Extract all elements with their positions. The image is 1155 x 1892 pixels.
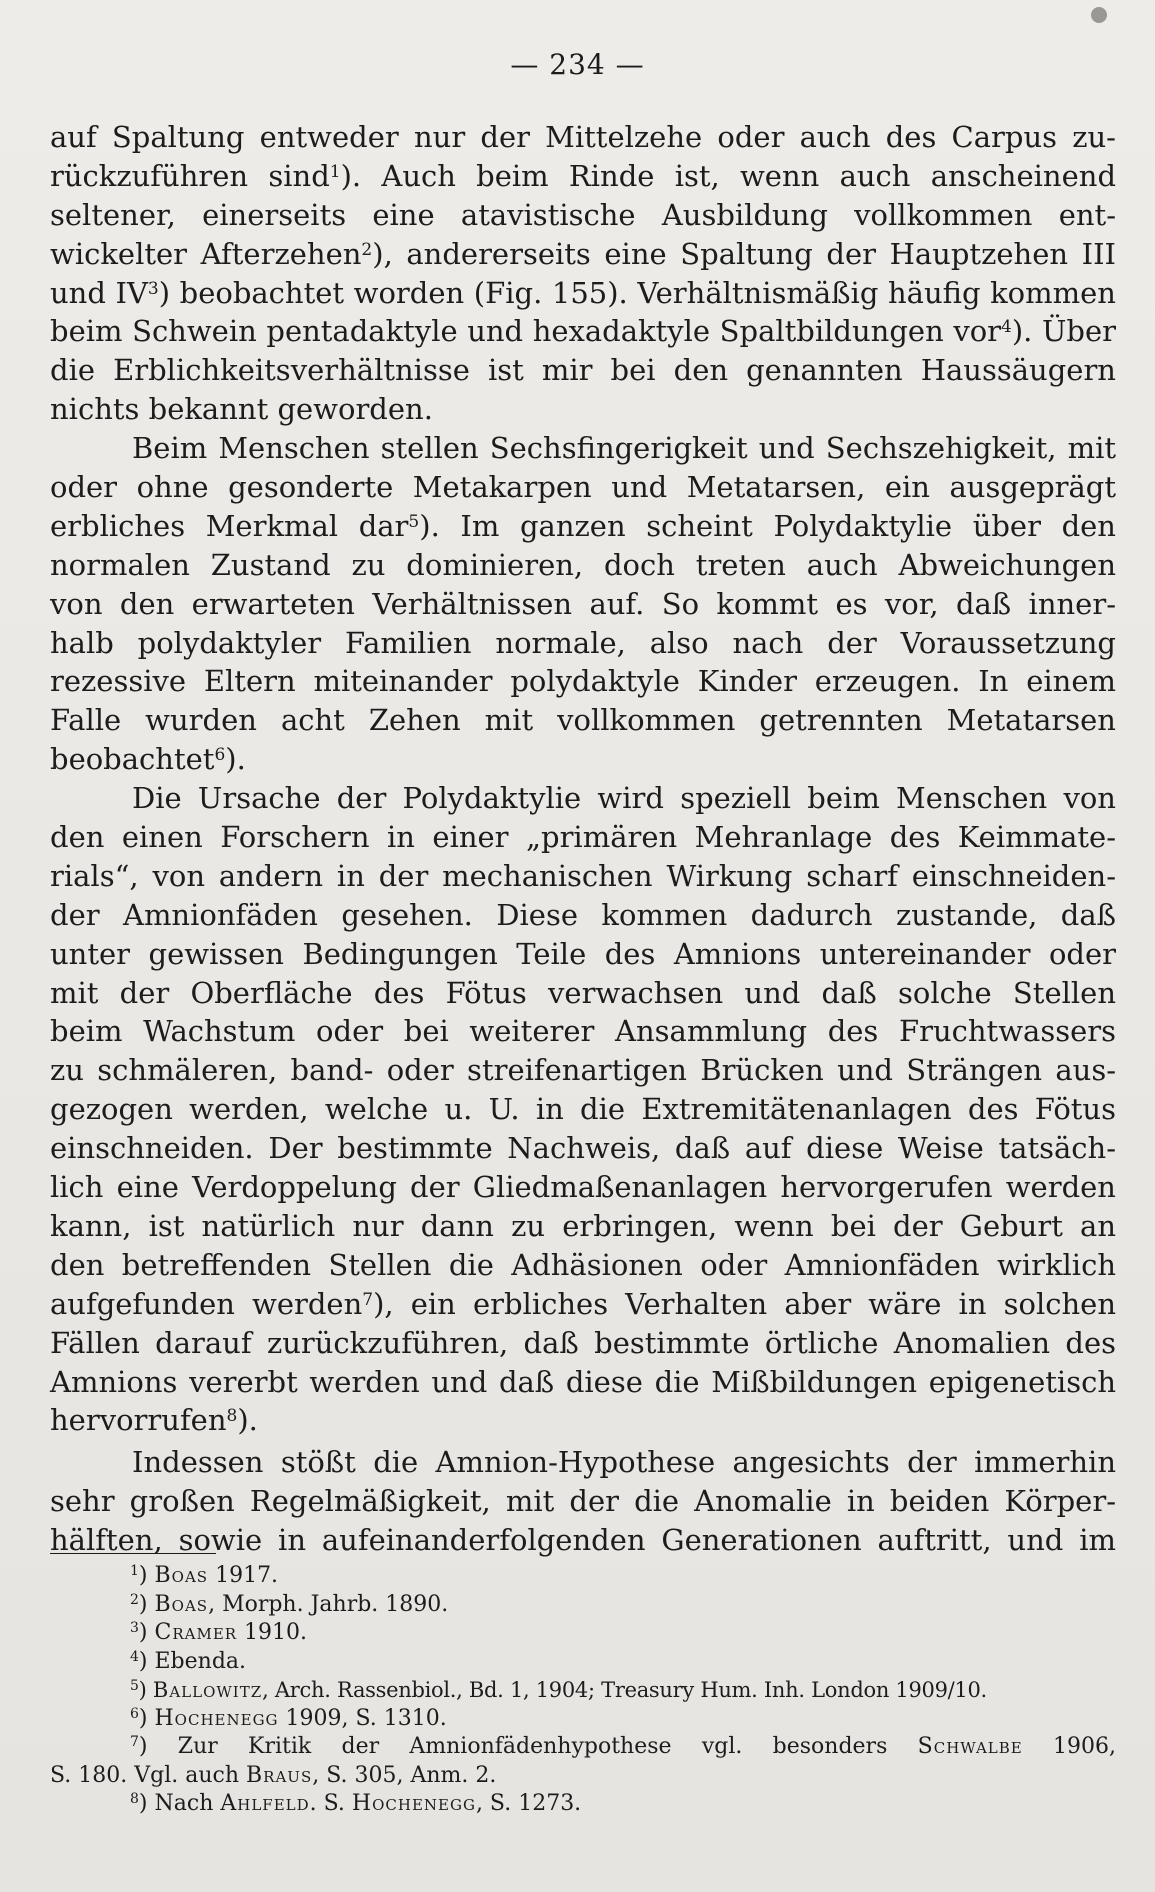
text-line: und $IV^3$) beobachtet worden (Fig. 155). Verhältnismäßig häufig kommen (50, 275, 1116, 310)
text-line: lich eine Verdoppelung der Gliedmaßenanlagen hervorgerufen werden (50, 1170, 1116, 1205)
footnote-ref: 2 (361, 239, 373, 260)
footnote: $^6$) Hochenegg 1909, S. 1310. (130, 1705, 447, 1731)
text-line: halb polydaktyler Familien normale, also nach der Voraussetzung (50, 625, 1116, 660)
text-line: einschneiden. Der bestimmte Nachweis, daß auf diese Weise tatsäch- (50, 1131, 1116, 1166)
footnote-ref: 3 (147, 278, 159, 299)
text-line: rials“, von andern in der mechanischen Wirkung scharf einschneiden- (50, 858, 1116, 893)
footnote-ref: 4 (1001, 317, 1012, 338)
ink-spot (1091, 7, 1107, 23)
text-line: rezessive Eltern miteinander polydaktyle Kinder erzeugen. In einem (50, 664, 1116, 699)
text-line: unter gewissen Bedingungen Teile des Amnions untereinander oder (50, 936, 1116, 971)
text-line: die Erblichkeitsverhältnisse ist mir bei den genannten Haussäugern (50, 353, 1116, 388)
footnote: $^3$) Cramer 1910. (130, 1620, 308, 1645)
text-line: Indessen stößt die Amnion-Hypothese angesichts der immerhin (132, 1445, 1116, 1480)
footnote: $^7$) Zur Kritik der Amnionfädenhypothese vgl. besonders Schwalbe 1906, (130, 1734, 1116, 1759)
text-line: den betreffenden Stellen die Adhäsionen oder Amnionfäden wirklich (50, 1247, 1116, 1282)
text-line: kann, ist natürlich nur dann zu erbringen, wenn bei der Geburt an (50, 1208, 1116, 1243)
footnote-continuation: S. 180. Vgl. auch Braus, S. 305, Anm. 2. (50, 1762, 497, 1788)
text-line: beobachtet$^6$). (50, 742, 246, 777)
footnote: $^1$) Boas 1917. (130, 1563, 279, 1588)
text-line: Falle wurden acht Zehen mit vollkommen getrennten Metatarsen (50, 703, 1116, 738)
footnote: $^8$) Nach Ahlfeld. S. Hochenegg, S. 1273. (130, 1791, 582, 1816)
footnote-ref: 8 (226, 1406, 238, 1427)
page-number-header: — 234 — (510, 48, 645, 81)
footnote-ref: 1 (329, 161, 341, 182)
text-line: hälften, sowie in aufeinanderfolgenden Generationen auftritt, und im (50, 1523, 1116, 1558)
text-line: Die Ursache der Polydaktylie wird speziell beim Menschen von (132, 781, 1116, 816)
body-text (50, 118, 1116, 1560)
footnote-ref: 6 (214, 745, 226, 766)
text-line: der Amnionfäden gesehen. Diese kommen dadurch zustande, daß (50, 897, 1116, 932)
footnotes (50, 1562, 1116, 1819)
text-line: sehr großen Regelmäßigkeit, mit der die Anomalie in beiden Körper- (50, 1484, 1116, 1519)
text-line: mit der Oberfläche des Fötus verwachsen und daß solche Stellen (50, 975, 1116, 1010)
text-line: erbliches Merkmal dar$^5$). Im ganzen scheint Polydaktylie über den (50, 508, 1116, 543)
text-line: Fällen darauf zurückzuführen, daß bestimmte örtliche Anomalien des (50, 1325, 1116, 1360)
footnote-divider (50, 1553, 216, 1554)
footnote: $^5$) Ballowitz, Arch. Rassenbiol., Bd. 1, 1904; Treasury Hum. Inh. London 1909/10. (130, 1678, 987, 1702)
text-line: gezogen werden, welche u. U. in die Extremitätenanlagen des Fötus (50, 1092, 1116, 1127)
text-line: rückzuführen sind$^1$). Auch beim Rinde ist, wenn auch anscheinend (50, 158, 1117, 193)
text-line: beim Wachstum oder bei weiterer Ansammlung des Fruchtwassers (50, 1014, 1116, 1049)
text-line: beim Schwein pentadaktyle und hexadaktyle Spaltbildungen vor$^4$). Über (50, 314, 1116, 349)
text-line: den einen Forschern in einer „primären Mehranlage des Keimmate- (50, 820, 1116, 855)
text-line: aufgefunden werden$^7$), ein erbliches Verhalten aber wäre in solchen (50, 1286, 1116, 1321)
text-line: Amnions vererbt werden und daß diese die Mißbildungen epigenetisch (50, 1364, 1116, 1399)
text-line: Beim Menschen stellen Sechsfingerigkeit und Sechszehigkeit, mit (132, 431, 1116, 466)
footnote-ref: 7 (362, 1289, 374, 1310)
text-line: oder ohne gesonderte Metakarpen und Metatarsen, ein ausgeprägt (50, 470, 1116, 505)
text-line: seltener, einerseits eine atavistische Ausbildung vollkommen ent- (50, 197, 1116, 232)
text-line: hervorrufen$^8$). (50, 1403, 258, 1438)
text-line: nichts bekannt geworden. (50, 392, 433, 427)
footnote-ref: 5 (408, 511, 420, 532)
text-line: zu schmäleren, band- oder streifenartigen Brücken und Strängen aus- (50, 1053, 1116, 1088)
text-line: wickelter Afterzehen$^2$), andererseits eine Spaltung der Hauptzehen III (50, 236, 1116, 271)
footnote: $^4$) Ebenda. (130, 1648, 247, 1674)
text-line: von den erwarteten Verhältnissen auf. So kommt es vor, daß inner- (50, 586, 1116, 621)
text-line: auf Spaltung entweder nur der Mittelzehe oder auch des Carpus zu- (50, 120, 1116, 154)
footnote: $^2$) Boas, Morph. Jahrb. 1890. (130, 1591, 449, 1617)
text-line: normalen Zustand zu dominieren, doch treten auch Abweichungen (50, 547, 1116, 582)
